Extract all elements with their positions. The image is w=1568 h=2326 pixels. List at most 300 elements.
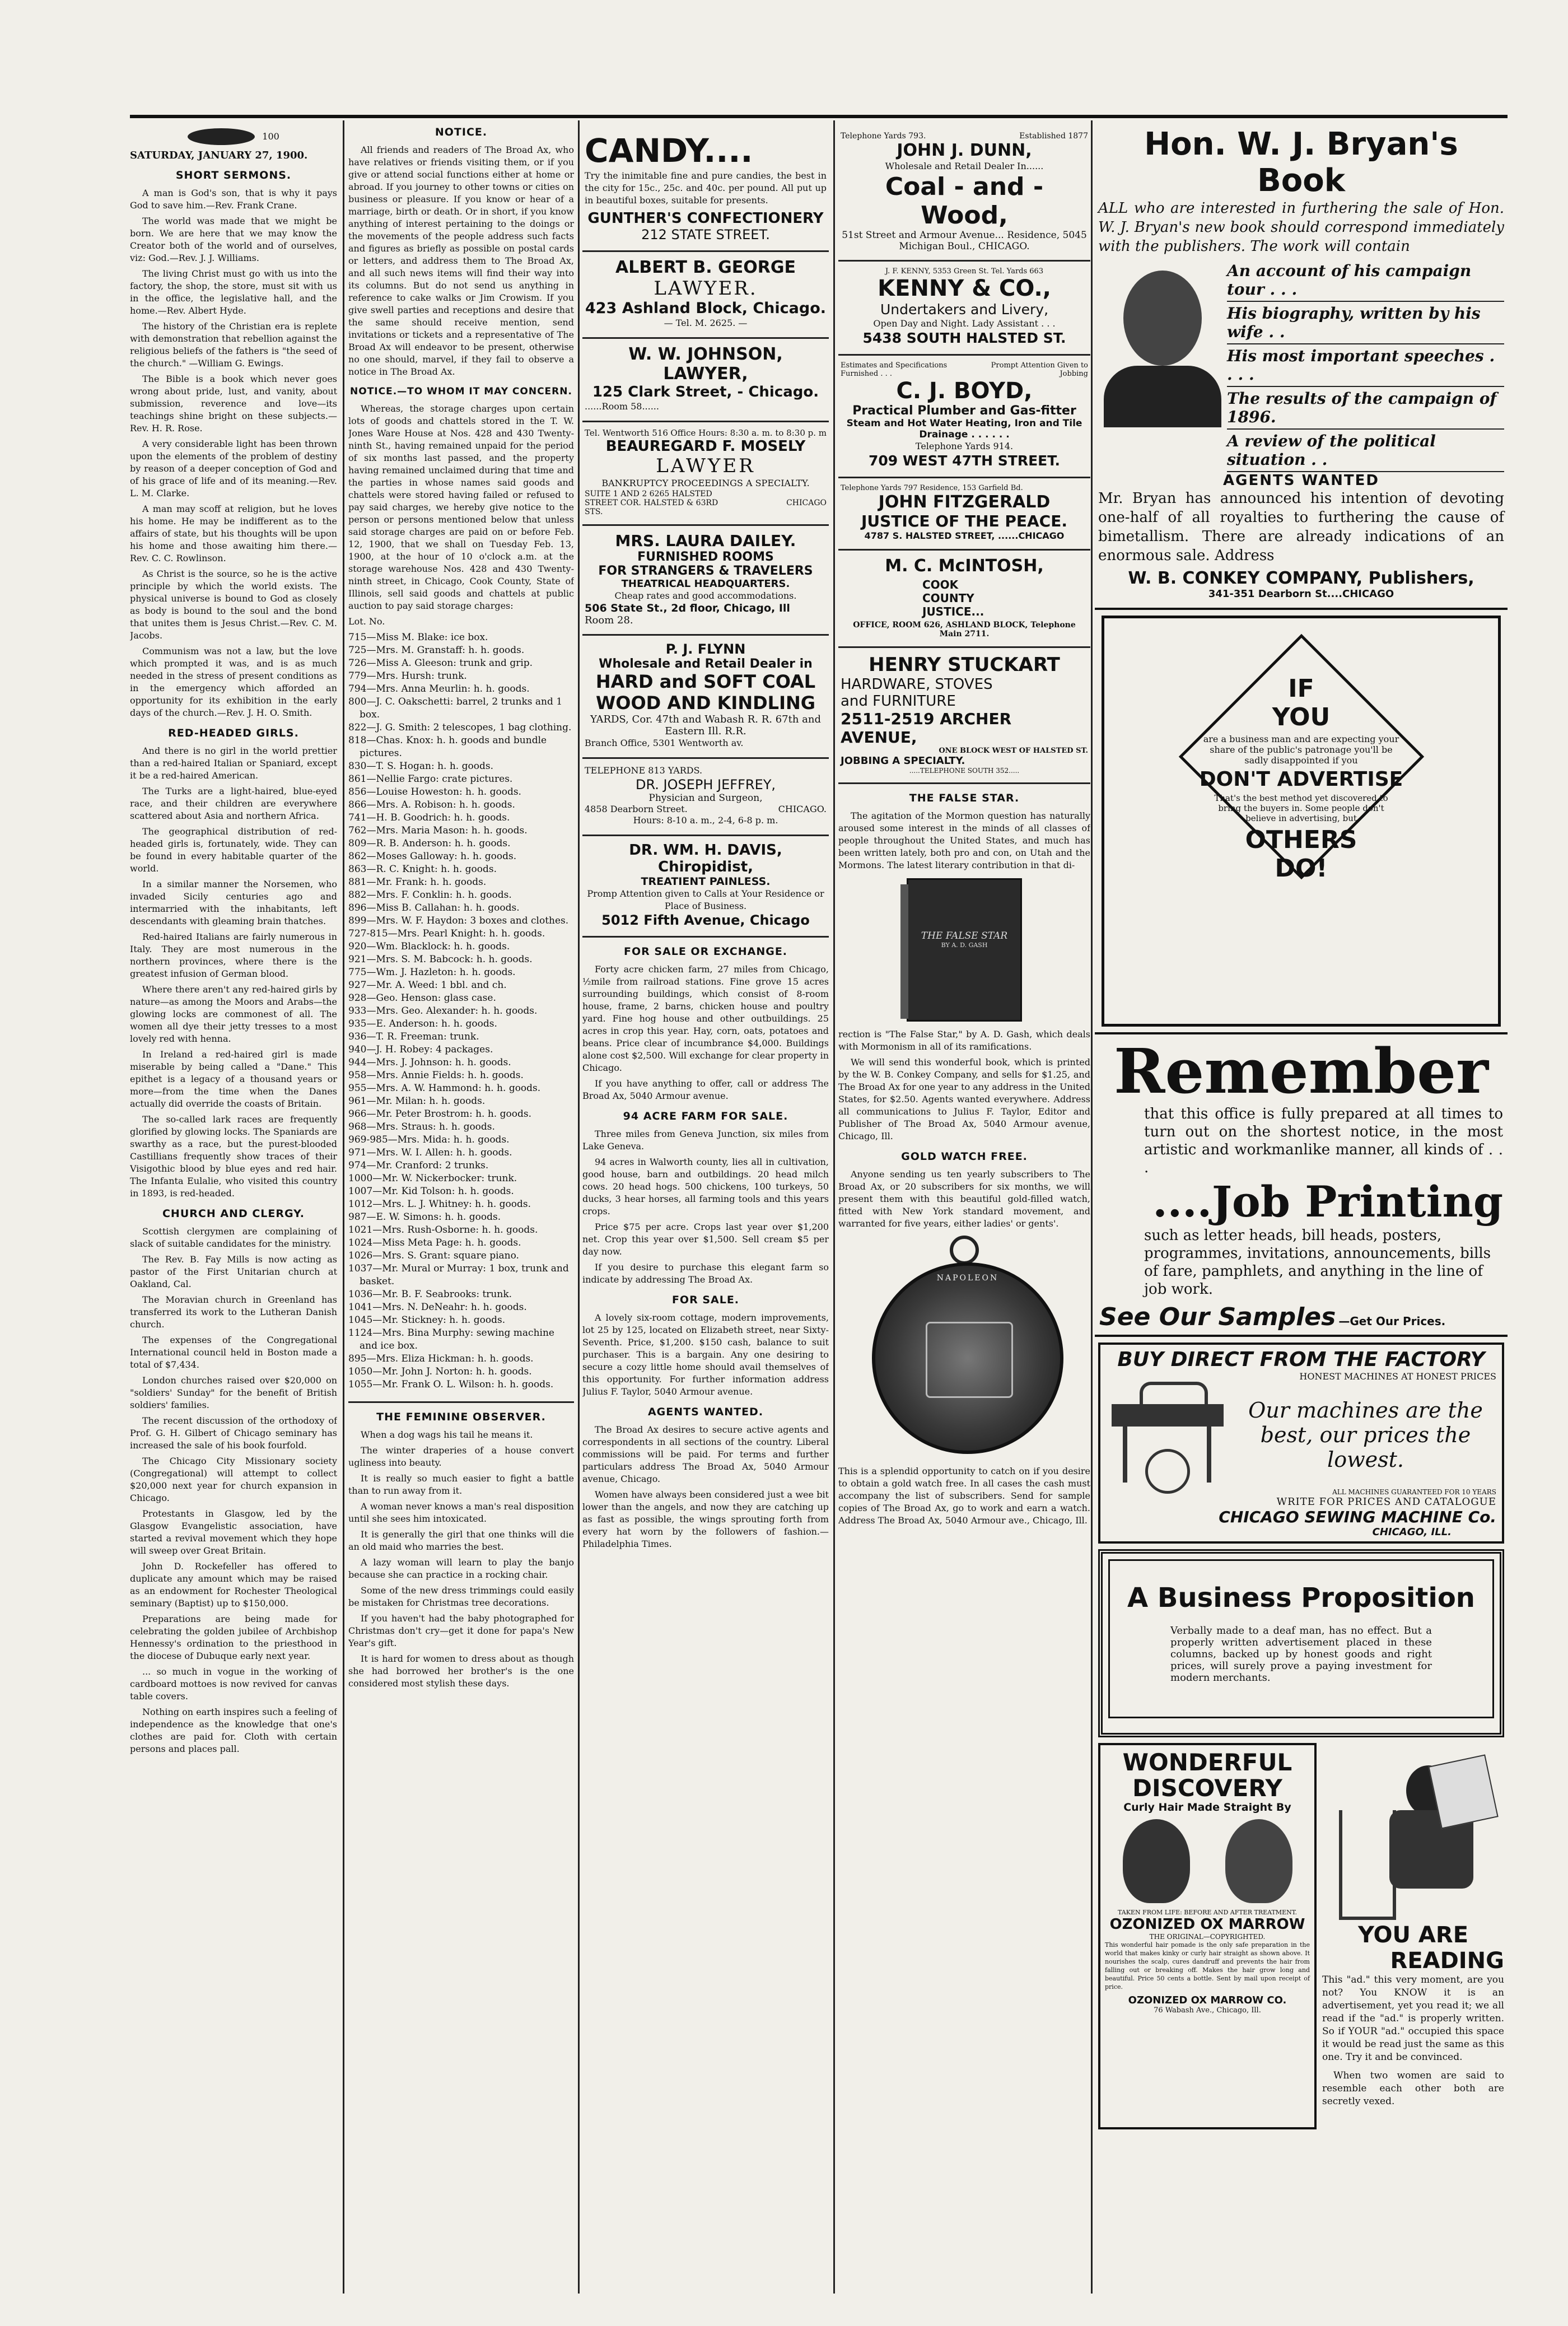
lot-item: 935—E. Anderson: h. h. goods. [348,1018,497,1029]
farm-paragraph: If you desire to purchase this elegant farm so indicate by addressing The Broad Ax. [582,1262,829,1285]
johnson-title: LAWYER, [663,364,748,384]
george-name: ALBERT B. GEORGE [615,258,796,277]
flynn-name: P. J. FLYNN [665,641,746,657]
notice2-heading: NOTICE.—TO WHOM IT MAY CONCERN. [350,386,572,397]
feminine-paragraph: The winter draperies of a house convert ugliness into beauty. [348,1445,574,1468]
dailey-line4: Cheap rates and good accommodations. [614,590,797,601]
lot-item: 856—Louise Howeston: h. h. goods. [348,786,521,798]
proposition-text: Verbally made to a deaf man, has no effect. But a properly written advertisement placed in these columns, backed up by honest goods and right prices, will surely prove a paying investment for modern merchants. [1170,1625,1432,1684]
mosely-tel: Tel. Wentworth 516 [585,428,668,438]
jeffrey-tel: TELEPHONE 813 YARDS. [585,765,703,776]
factory-sub: HONEST MACHINES AT HONEST PRICES [1299,1371,1496,1382]
falsestar-paragraph: The agitation of the Mormon question has naturally aroused some interest in the minds of all classes of people throughout the United States, and much has been written lately, both pro and con, on Utah and the Mormons. The latest literary contribution in that di- [838,810,1090,870]
masthead-ornament-icon [188,128,255,145]
mosely-specialty: BANKRUPTCY PROCEEDINGS A SPECIALTY. [601,478,810,488]
before-after-image [1105,1819,1310,1903]
bryan-agents: AGENTS WANTED [1223,472,1379,489]
mosely-ad [582,422,829,526]
church-paragraph: London churches raised over $20,000 on "soldiers' Sunday" for the benefit of British soldiers' families. [130,1375,337,1410]
stuckart-sub1: HARDWARE, STOVES [841,676,993,693]
dailey-ad [582,526,829,636]
lot-item: 762—Mrs. Maria Mason: h. h. goods. [348,825,528,836]
column-divider [343,120,344,2294]
flynn-line3: WOOD AND KINDLING [595,692,816,714]
boyd-top-left: Estimates and Specifications Furnished . . . [841,361,948,378]
dunn-big: Coal - and - Wood, [885,173,1044,230]
if-text: are a business man and are expecting your share of the public's patronage you'll be sadly disappointed if you [1203,734,1399,766]
lot-item: 1124—Mrs. Bina Murphy: sewing machine and ice box. [348,1327,554,1351]
bryan-intro: ALL who are interested in furthering the sale of Hon. W. J. Bryan's new book should correspond immediately with the publishers. The work will contain [1098,200,1504,255]
stuckart-line1: ONE BLOCK WEST OF HALSTED ST. [939,747,1088,755]
lot-item: 881—Mr. Frank: h. h. goods. [348,877,487,888]
wonderful-title: WONDERFUL DISCOVERY [1122,1749,1292,1802]
dailey-line2: FOR STRANGERS & TRAVELERS [598,564,813,578]
bryan-text: Mr. Bryan has announced his intention of devoting one-half of all royalties to furthering the cause of bimetallism. There are already indications of an enormous sale. Address [1098,490,1504,564]
mcintosh-ad [838,551,1090,648]
boyd-line1: Steam and Hot Water Heating, Iron and Tile Drainage . . . . . . [846,418,1082,440]
women-paragraph: Women have always been considered just a wee bit lower than the angels, and now they are catching up as fast as possible, the wings sprouting forth from every hat worn by the followers of fashion.—Philadelphia Times. [582,1489,829,1549]
kenny-name: KENNY & CO., [878,276,1051,301]
bryan-publisher: W. B. CONKEY COMPANY, Publishers, [1128,568,1474,588]
agents-paragraph: The Broad Ax desires to secure active agents and correspondents in all sections of the country. Liberal commissions will be paid. For terms and further particulars address The Broad Ax, 5040 Armour avenue, Chicago. [582,1424,829,1484]
lot-label: Lot. No. [348,616,385,627]
factory-title: BUY DIRECT FROM THE FACTORY [1117,1348,1485,1371]
johnson-room: ......Room 58...... [585,401,659,412]
dailey-line3: THEATRICAL HEADQUARTERS. [621,578,790,590]
book-author: BY A. D. GASH [941,941,988,949]
candy-address: 212 STATE STREET. [641,227,770,243]
bryan-shoulders-icon [1104,366,1221,427]
sermon-paragraph: A man may scoff at religion, but he loves his home. He may be indifferent as to the affairs of state, but his thoughts will be upon his home and those awaiting him there.—Rev. C. C. Rowlinson. [130,504,337,563]
fitz-top: Telephone Yards 797 Residence, 153 Garfield Bd. [841,484,1023,492]
factory-guarantee: ALL MACHINES GUARANTEED FOR 10 YEARS [1332,1488,1496,1496]
johnson-ad [582,339,829,422]
feminine-paragraph: Some of the new dress trimmings could easily be mistaken for Christmas tree decorations. [348,1585,574,1608]
falsestar-paragraph: rection is "The False Star," by A. D. Gash, which deals with Mormonism in all of its ramifications. [838,1029,1090,1052]
dunn-tel: Telephone Yards 793. [841,132,926,141]
fitzgerald-ad [838,478,1090,551]
lot-item: 727-815—Mrs. Pearl Knight: h. h. goods. [348,928,545,939]
george-tel: — Tel. M. 2625. — [664,318,748,328]
masthead [130,128,337,145]
book-spine [900,884,908,1019]
sermon-paragraph: As Christ is the source, so he is the active principle by which the world exists. The physical universe is bound to God as closely as body is bound to the soul and the bond that unites them is Jesus Christ.—Rev. C. M. Jacobs. [130,568,337,641]
lot-item: 818—Chas. Knox: h. h. goods and bundle pictures. [348,735,547,759]
samples-sub: —Get Our Prices. [1338,1315,1446,1328]
bryan-items [1227,259,1504,472]
sermon-paragraph: The world was made that we might be born. We are here that we may know the Creator both of the world and of ourselves, viz: God.—Rev. J. J. Williams. [130,216,337,263]
lot-item: 809—R. B. Anderson: h. h. goods. [348,838,511,849]
farm-paragraph: 94 acres in Walworth county, lies all in cultivation, good house, barn and outbildings. 20 head milch cows. 20 head hogs. 500 chickens, 100 turkeys, 50 ducks, 3 hear horses, all farming tools and this years crops. [582,1157,829,1216]
others: OTHERS [1245,826,1357,854]
church-paragraph: Scottish clergymen are complaining of slack of suitable candidates for the ministry. [130,1226,337,1249]
watch-brand: NAPOLEON [936,1274,999,1283]
jeffrey-name: DR. JOSEPH JEFFREY, [635,777,776,793]
page-number: 100 [262,130,279,142]
dailey-name: MRS. LAURA DAILEY. [615,532,796,550]
if-you: YOU [1272,703,1331,731]
lot-item: 961—Mr. Milan: h. h. goods. [348,1096,486,1107]
lot-item: 779—Mrs. Hursh: trunk. [348,670,467,682]
lot-item: 968—Mrs. Straus: h. h. goods. [348,1121,495,1132]
feminine-paragraph: It is really so much easier to fight a battle than to run away from it. [348,1473,574,1496]
forsale-heading: FOR SALE. [671,1294,740,1306]
remember-text: that this office is fully prepared at all times to turn out on the shortest notice, in the most artistic and workmanlike manner, all kinds of . . . [1144,1106,1503,1176]
reading-title: READING [1390,1948,1504,1974]
dunn-ad [838,126,1090,262]
newspaper-icon [1428,1754,1498,1829]
church-paragraph: The Moravian church in Greenland has transferred its work to the Lutheran Danish church. [130,1294,337,1330]
book-title: THE FALSE STAR [921,930,1008,941]
agents-heading: AGENTS WANTED. [647,1406,764,1418]
lot-item: 1045—Mr. Stickney: h. h. goods. [348,1315,506,1326]
lot-item: 1000—Mr. W. Nickerbocker: trunk. [348,1173,517,1184]
red-headed-paragraph: In a similar manner the Norsemen, who invaded Sicily centuries ago and intermarried with the inhabitants, left descendants with gleaming brain thatches. [130,879,337,926]
lot-item: 862—Moses Galloway: h. h. goods. [348,851,517,862]
forsale-paragraph: A lovely six-room cottage, modern improvements, lot 25 by 125, located on Elizabeth street, near Sixty-Seventh. Price, $1,200. $150 cash, balance to suit purchaser. This is a bargain. Any one desiring to secure a cozy little home should avail themselves of this opportunity. For further information address Julius F. Taylor, 5040 Armour avenue. [582,1312,829,1397]
red-headed-heading: RED-HEADED GIRLS. [168,727,299,739]
lot-item: 715—Miss M. Blake: ice box. [348,632,488,643]
job-printing-ad [1095,1032,1508,1337]
sale-paragraph: If you have anything to offer, call or address The Broad Ax, 5040 Armour avenue. [582,1078,829,1101]
johnson-address: 125 Clark Street, - Chicago. [592,384,819,400]
lot-item: 830—T. S. Hogan: h. h. goods. [348,761,493,772]
boyd-line2: Telephone Yards 914. [915,441,1014,451]
church-paragraph: The Rev. B. Fay Mills is now acting as pastor of the First Unitarian church at Oakland, Cal. [130,1254,337,1289]
jeffrey-city: CHICAGO. [778,804,827,814]
red-headed-paragraph: In Ireland a red-haired girl is made miserable by being called a "Dane." This epithet is a legacy of a thousand years or more—from the time when the Danes actually did override the coasts of Britain. [130,1049,337,1109]
kenny-ad [838,262,1090,356]
lot-item: 921—Mrs. S. M. Babcock: h. h. goods. [348,954,533,965]
wonderful-sub: Curly Hair Made Straight By [1123,1801,1291,1814]
sermon-paragraph: The Bible is a book which never goes wrong about pride, lust, and vanity, about submission, reverence and love—its teachings shine bright on these subjects.—Rev. H. R. Rose. [130,374,337,433]
flynn-line2: HARD and SOFT COAL [595,671,816,692]
bryan-item: His most important speeches . . . . [1227,344,1504,387]
lot-item: 927—Mr. A. Weed: 1 bbl. and ch. [348,980,507,991]
bryan-item: A review of the political situation . . [1227,430,1504,472]
job-text: such as letter heads, bill heads, posters, programmes, invitations, announcements, bills of fare, pamphlets, and anything in the line of job work. [1144,1227,1491,1298]
lot-item: 1024—Miss Meta Page: h. h. goods. [348,1237,521,1248]
falsestar-paragraph: We will send this wonderful book, which is printed by the W. B. Conkey Company, and sells for $1.25, and The Broad Ax for one year to any address in the United States, for $2.50. Agents wanted everywhere. Address all communications to Julius F. Taylor, Editor and Publisher of The Broad Ax, 5040 Armour avenue, Chicago, Ill. [838,1057,1090,1141]
lot-item: 971—Mrs. W. I. Allen: h. h. goods. [348,1147,512,1158]
notice-text: All friends and readers of The Broad Ax, who have relatives or friends visiting them, or if you give or attend social functions either at home or abroad. If you journey to other towns or cities on business or pleasure. If you know or hear of a marriage, birth or death. Or in short, if you know anything of interest pertaining to the doings or the movements of the people address such facts and figures as briefly as possible on postal cards or letters, and address them to The Broad Ax, and all such news items will find their way into its columns. But do not send us anything in reference to cake walks or Jim Crowism. If you give swell parties and receptions and desire that the same should receive mention, send invitations or tickets and a representative of The Broad Ax will endeavor to be present, otherwise no one should, marvel, if they fail to observe a notice in The Broad Ax. [348,144,574,377]
flynn-ad [582,636,829,759]
mosely-city: CHICAGO [786,498,827,507]
stuckart-line2: JOBBING A SPECIALTY. [841,755,965,767]
lot-item: 775—Wm. J. Hazleton: h. h. goods. [348,967,516,978]
church-heading: CHURCH AND CLERGY. [162,1208,305,1220]
church-paragraph: ... so much in vogue in the working of cardboard mottoes is now revived for canvas table covers. [130,1666,337,1702]
marrow-sub: THE ORIGINAL—COPYRIGHTED. [1149,1933,1266,1941]
lot-item: 1007—Mr. Kid Tolson: h. h. goods. [348,1186,514,1197]
lot-item: 741—H. B. Goodrich: h. h. goods. [348,812,510,823]
church-paragraph: Nothing on earth inspires such a feeling of independence as the knowledge that one's clothes are paid for. Cloth with certain persons and places pall. [130,1707,337,1754]
lots-list [348,631,574,1391]
factory-name: CHICAGO SEWING MACHINE Co. [1219,1508,1496,1526]
red-headed-paragraph: And there is no girl in the world prettier than a red-haired Italian or Spaniard, except it be a red-haired American. [130,745,337,781]
if-text2: That's the best method yet discovered to bring the buyers in. Some people don't believe in advertising, but [1214,793,1388,823]
bryan-ad [1095,126,1508,610]
bryan-publisher-address: 341-351 Dearborn St....CHICAGO [1208,588,1394,600]
bryan-head-icon [1123,271,1202,366]
watch-paragraph: Anyone sending us ten yearly subscribers to The Broad Ax, or 20 subscribers for six months, we will present them with this beautiful gold-filled watch, fitted with New York standard movement, and warranted for five years, either ladies' or gents'. [838,1169,1090,1229]
lot-item: 1050—Mr. John J. Norton: h. h. goods. [348,1366,532,1377]
column-3 [582,126,829,2299]
marrow-company: OZONIZED OX MARROW CO. [1128,1994,1287,2006]
lot-item: 899—Mrs. W. F. Haydon: 3 boxes and clothes. [348,915,569,926]
feminine-paragraph: It is generally the girl that one thinks will die an old maid who marries the best. [348,1529,574,1552]
lot-item: 1055—Mr. Frank O. L. Wilson: h. h. goods. [348,1379,554,1390]
candy-title: CANDY.... [585,132,753,170]
dailey-room: Room 28. [585,614,633,626]
dailey-line1: FURNISHED ROOMS [637,550,774,564]
lot-item: 933—Mrs. Geo. Alexander: h. h. goods. [348,1005,538,1017]
lot-item: 1036—Mr. B. F. Seabrooks: trunk. [348,1289,512,1300]
candy-store: GUNTHER'S CONFECTIONERY [587,210,824,227]
boyd-top-right: Prompt Attention Given to Jobbing [991,361,1088,378]
feminine-paragraph: A lazy woman will learn to play the banjo because she can practice in a rocking chair. [348,1557,574,1580]
mcintosh-address: OFFICE, ROOM 626, ASHLAND BLOCK, Telephone Main 2711. [853,621,1076,638]
red-headed-paragraph: Red-haired Italians are fairly numerous in Italy. They are most numerous in the northern provinces, where there is the greatest infusion of German blood. [130,931,337,979]
business-proposition-ad [1098,1549,1504,1737]
machine-leg-icon [1207,1427,1211,1483]
column-divider [1091,120,1093,2294]
stuckart-sub2: and FURNITURE [841,693,956,710]
factory-city: CHICAGO, ILL. [1372,1526,1452,1538]
mcintosh-sub: COOK COUNTY JUSTICE... [922,578,984,618]
wonderful-caption: TAKEN FROM LIFE: BEFORE AND AFTER TREATMENT. [1118,1909,1297,1916]
stuckart-tel: .....TELEPHONE SOUTH 352..... [909,767,1020,775]
chair-icon [1339,1810,1396,1920]
lot-item: 882—Mrs. F. Conklin: h. h. goods. [348,889,512,901]
lot-item: 1026—Mrs. S. Grant: square piano. [348,1250,519,1261]
flynn-line4: YARDS, Cor. 47th and Wabash R. R. 67th and Eastern Ill. R.R. [590,714,822,737]
red-headed-paragraph: Where there aren't any red-haired girls by nature—as among the Moors and Arabs—the glowing locks are commonest of all. The women all dye their jetty tresses to a most lovely red with henna. [130,984,337,1044]
jeffrey-title: Physician and Surgeon, [648,793,763,804]
lot-item: 822—J. G. Smith: 2 telescopes, 1 bag clothing. [348,722,572,733]
fitz-name: JOHN FITZGERALD [878,492,1051,512]
kenny-line1: Open Day and Night. Lady Assistant . . . [873,318,1056,329]
dunn-est: Established 1877 [1019,132,1088,141]
lot-item: 895—Mrs. Eliza Hickman: h. h. goods. [348,1353,534,1364]
red-headed-paragraph: The geographical distribution of red-headed girls is, fortunately, wide. They can be found in every habitable quarter of the world. [130,826,337,874]
bottom-ads-row [1098,1743,1504,2129]
falsestar-heading: THE FALSE STAR. [909,792,1020,804]
boyd-ad [838,356,1090,478]
column-divider [578,120,580,2294]
watch-paragraph: This is a splendid opportunity to catch on if you desire to obtain a gold watch free. In all cases the cash must accompany the list of subscribers. Send for sample copies of The Broad Ax, go to work and earn a watch. Address The Broad Ax, 5040 Armour ave., Chicago, Ill. [838,1466,1090,1526]
candy-ad [582,126,829,252]
watch-case-icon [872,1262,1063,1454]
sale-paragraph: Forty acre chicken farm, 27 miles from Chicago, ½mile from railroad stations. Fine grove 15 acres surrounding buildings, which consist of 8-room house, frame, 2 barns, chicken house and poultry yard. Fine hog house and other outbuildings. 25 acres in crop this year. Hay, corn, oats, potatoes and beans. Price clear of incumbrance $4,000. Buildings alone cost $2,500. Will exchange for clear property in Chicago. [582,964,829,1073]
sermon-paragraph: Communism was not a law, but the love which prompted it was, and is as much needed in the stress of present conditions as in the emergency which afforded an opportunity for its exhibition in the early days of the church.—Rev. J. H. O. Smith. [130,646,337,718]
column-5 [1095,126,1508,2299]
lot-item: 958—Mrs. Annie Fields: h. h. goods. [348,1070,524,1081]
church-paragraph: The recent discussion of the orthodoxy of Prof. G. H. Gilbert of Chicago seminary has increased the sale of his book fourfold. [130,1415,337,1451]
jeffrey-address: 4858 Dearborn Street. [585,804,688,814]
kenny-top: J. F. KENNY, 5353 Green St. Tel. Yards 663 [885,267,1044,276]
lot-item: 928—Geo. Henson: glass case. [348,992,496,1004]
divider [348,1401,574,1403]
pocket-watch-image [872,1236,1057,1460]
lot-item: 940—J. H. Robey: 4 packages. [348,1044,493,1055]
short-sermons-heading: SHORT SERMONS. [175,169,292,181]
reading-text2: When two women are said to resemble each other both are secretly vexed. [1322,2070,1504,2107]
george-title: LAWYER. [654,277,758,300]
top-rule [130,115,1508,118]
davis-line2: Promp Attention given to Calls at Your Residence or Place of Business. [587,888,824,911]
stuckart-ad [838,648,1090,784]
reading-you-are: YOU ARE [1357,1922,1469,1948]
feminine-paragraph: It is hard for women to dress about as though she had borrowed her brother's is the one considered most stylish these days. [348,1653,574,1689]
lot-item: 896—Miss B. Callahan: h. h. goods. [348,902,520,913]
marrow-name: OZONIZED OX MARROW [1109,1916,1305,1933]
sewing-machine-image [1106,1382,1235,1488]
notice2-text: Whereas, the storage charges upon certain lots of goods and chattels stored in the T. W. Jones Ware House at Nos. 428 and 430 Twenty-ninth St., having remained unpaid for the period of six months last passed, and the property having remained unclaimed during that time and the parties in whose names said goods and chattels were stored having failed or refused to pay said charges, we hereby give notice to the person or persons mentioned below that unless said storage charges are paid on or before Feb. 12, 1900, that we shall on Tuesday Feb. 13, 1900, at the hour of 10 o'clock a.m. at the storage warehouse Nos. 428 and 430 Twenty-ninth street, in Chicago, Cook County, State of Illinois, sell said goods and chattels at public auction to pay said storage charges: [348,403,574,611]
lot-item: 974—Mr. Cranford: 2 trunks. [348,1160,489,1171]
factory-write: WRITE FOR PRICES AND CATALOGUE [1276,1496,1496,1508]
column-1 [130,126,337,2299]
watch-engraving-icon [926,1322,1013,1398]
mosely-title: LAWYER [656,455,755,477]
fitz-address: 4787 S. HALSTED STREET, ......CHICAGO [864,530,1065,541]
boyd-sub: Practical Plumber and Gas-fitter [852,404,1076,418]
bryan-portrait-image [1098,259,1227,427]
jeffrey-hours: Hours: 8-10 a. m., 2-4, 6-8 p. m. [633,815,778,826]
samples-title: See Our Samples [1099,1303,1336,1331]
machine-arm-icon [1140,1382,1208,1410]
dunn-name: JOHN J. DUNN, [897,141,1032,160]
proposition-title: A Business Proposition [1127,1582,1475,1614]
lot-item: 725—Mrs. M. Granstaff: h. h. goods. [348,645,525,656]
lot-item: 1037—Mr. Mural or Murray: 1 box, trunk and basket. [348,1263,569,1287]
farm-paragraph: Three miles from Geneva Junction, six miles from Lake Geneva. [582,1129,829,1152]
if-title: IF [1288,674,1314,703]
lot-item: 955—Mrs. A. W. Hammond: h. h. goods. [348,1083,541,1094]
watch-heading: GOLD WATCH FREE. [901,1150,1028,1163]
lot-item: 987—E. W. Simons: h. h. goods. [348,1211,501,1223]
sermon-paragraph: The history of the Christian era is replete with demonstration that rebellion against the religious beliefs of the fathers is "the seed of the church." —William G. Ewings. [130,321,337,369]
dailey-address: 506 State St., 2d floor, Chicago, Ill [585,602,790,614]
sale-heading: FOR SALE OR EXCHANGE. [623,945,788,958]
lot-item: 861—Nellie Fargo: crate pictures. [348,773,513,785]
bryan-title: Hon. W. J. Bryan's Book [1144,126,1458,199]
lot-item: 863—R. C. Knight: h. h. goods. [348,864,497,875]
stuckart-address: 2511-2519 ARCHER AVENUE, [841,710,1012,747]
portrait-after-icon [1225,1819,1292,1903]
notice-heading: NOTICE. [435,126,488,138]
red-headed-paragraph: The Turks are a light-haired, blue-eyed race, and their children are everywhere scattered about Asia and northern Africa. [130,786,337,821]
feminine-paragraph: When a dog wags his tail he means it. [361,1429,533,1440]
issue-date: SATURDAY, JANUARY 27, 1900. [130,150,308,161]
lot-item: 920—Wm. Blacklock: h. h. goods. [348,941,510,952]
sewing-machine-ad [1098,1343,1504,1544]
stuckart-name: HENRY STUCKART [869,654,1060,676]
davis-line1: TREATIENT PAINLESS. [641,875,771,888]
mosely-address: SUITE 1 AND 2 6265 HALSTED STREET COR. HALSTED & 63RD STS. [585,490,718,516]
feminine-paragraph: If you haven't had the baby photographed for Christmas don't cry—get it done for papa's New Year's gift. [348,1613,574,1648]
sermon-paragraph: The living Christ must go with us into the factory, the shop, the store, must sit with us in the office, the legislative hall, and the home.—Rev. Albert Hyde. [130,268,337,316]
red-headed-paragraph: The so-called lark races are frequently glorified by glowing locks. The Spaniards are swarthy as a race, but the purest-blooded Castillians frequently show traces of their Visigothic blood by blue eyes and red hair. The Infanta Eulalie, who visited this country in 1893, is red-headed. [130,1114,337,1199]
flynn-line5: Branch Office, 5301 Wentworth av. [585,738,744,748]
column-4 [838,126,1090,2299]
george-ad [582,252,829,339]
marrow-text: This wonderful hair pomade is the only safe preparation in the world that makes kinky or curly hair straight as shown above. It nourishes the scalp, cures dandruff and prevents the hair from falling out or breaking off. Makes the hair grow long and beautiful. Price 50 cents a bottle. Sent by mail upon receipt of price. [1105,1941,1310,1991]
book-cover-image [907,878,1022,1022]
watch-ring-icon [950,1236,979,1265]
church-paragraph: Preparations are being made for celebrating the golden jubilee of Archbishop Hennessy's ordination to the priesthood in the diocese of Dubuque early next year. [130,1614,337,1661]
lot-item: 866—Mrs. A. Robison: h. h. goods. [348,799,515,810]
dunn-sub: Wholesale and Retail Dealer In...... [885,161,1044,171]
kenny-address: 5438 SOUTH HALSTED ST. [862,330,1066,346]
johnson-name: W. W. JOHNSON, [628,344,783,364]
church-paragraph: Protestants in Glasgow, led by the Glasgow Evangelistic association, have started a revival movement which they hope will sweep over Great Britain. [130,1508,337,1556]
machine-wheel-icon [1145,1449,1190,1494]
lot-item: 966—Mr. Peter Brostrom: h. h. goods. [348,1108,531,1120]
job-printing-title: ....Job Printing [1152,1177,1503,1227]
lot-item: 726—Miss A. Gleeson: trunk and grip. [348,658,533,669]
church-paragraph: The Chicago City Missionary society (Congregational) will attempt to collect $20,000 next year for church expansion in Chicago. [130,1456,337,1503]
flynn-line1: Wholesale and Retail Dealer in [599,657,813,671]
lot-item: 944—Mrs. J. Johnson: h. h. goods. [348,1057,511,1068]
fitz-sub: JUSTICE OF THE PEACE. [861,512,1067,530]
lot-item: 1021—Mrs. Rush-Osborne: h. h. goods. [348,1224,538,1236]
lot-item: 969-985—Mrs. Mida: h. h. goods. [348,1134,510,1145]
dont-advertise-ad [1102,616,1501,1027]
candy-text: Try the inimitable fine and pure candies, the best in the city for 15c., 25c. and 40c. per pound. All put up in beautiful boxes, suitable for presents. [585,170,827,206]
mcintosh-name: M. C. McINTOSH, [885,556,1044,576]
bryan-item: An account of his campaign tour . . . [1227,259,1504,302]
feminine-heading: THE FEMININE OBSERVER. [376,1411,546,1423]
lot-item: 1012—Mrs. L. J. Whitney: h. h. goods. [348,1199,531,1210]
boyd-address: 709 WEST 47TH STREET. [869,453,1060,469]
sermon-paragraph: A man is God's son, that is why it pays God to save him.—Rev. Frank Crane. [130,188,337,211]
sermon-paragraph: A very considerable light has been thrown upon the elements of the problem of destiny by reason of a deeper conception of God and of his grace of life and of its meaning.—Rev. L. M. Clarke. [130,439,337,498]
george-address: 423 Ashland Block, Chicago. [585,300,827,317]
jeffrey-ad [582,759,829,836]
davis-ad [582,836,829,938]
lot-item: 936—T. R. Freeman: trunk. [348,1031,479,1042]
remember-title: Remember [1113,1035,1489,1107]
do: DO! [1275,854,1328,883]
marrow-address: 76 Wabash Ave., Chicago, Ill. [1154,2006,1261,2015]
column-divider [833,120,835,2294]
davis-name: DR. WM. H. DAVIS, Chiropidist, [629,842,782,875]
lot-item: 794—Mrs. Anna Meurlin: h. h. goods. [348,683,530,694]
dont-advertise: DON'T ADVERTISE [1199,768,1403,791]
ox-marrow-ad [1098,1743,1317,2129]
factory-big: Our machines are the best, our prices the lowest. [1248,1398,1483,1472]
church-paragraph: The expenses of the Congregational International council held in Boston made a total of $7,434. [130,1335,337,1370]
church-paragraph: John D. Rockefeller has offered to duplicate any amount which may be raised as an endowment for Rochester Theological seminary (Baptist) up to $150,000. [130,1561,337,1609]
lot-item: 800—J. C. Oakschetti: barrel, 2 trunks and 1 box. [348,696,563,720]
mosely-hours: Office Hours: 8:30 a. m. to 8:30 p. m [670,428,827,438]
farm-heading: 94 ACRE FARM FOR SALE. [623,1110,788,1122]
bryan-item: His biography, written by his wife . . [1227,302,1504,344]
boyd-name: C. J. BOYD, [896,378,1033,404]
kenny-sub: Undertakers and Livery, [880,301,1049,318]
mosely-name: BEAUREGARD F. MOSELY [605,438,806,455]
feminine-paragraph: A woman never knows a man's real disposition until she sees him intoxicated. [348,1501,574,1524]
farm-paragraph: Price $75 per acre. Crops last year over $1,200 net. Crop this year over $1,500. Sell cream $5 per day now. [582,1222,829,1257]
bryan-item: The results of the campaign of 1896. [1227,387,1504,430]
man-reading-image [1322,1743,1504,1922]
dunn-address: 51st Street and Armour Avenue... Residence, 5045 Michigan Boul., CHICAGO. [842,230,1087,252]
lot-item: 1041—Mrs. N. DeNeahr: h. h. goods. [348,1302,527,1313]
column-2 [348,126,574,2299]
reading-ad [1317,1743,1504,2129]
machine-leg-icon [1123,1427,1127,1483]
